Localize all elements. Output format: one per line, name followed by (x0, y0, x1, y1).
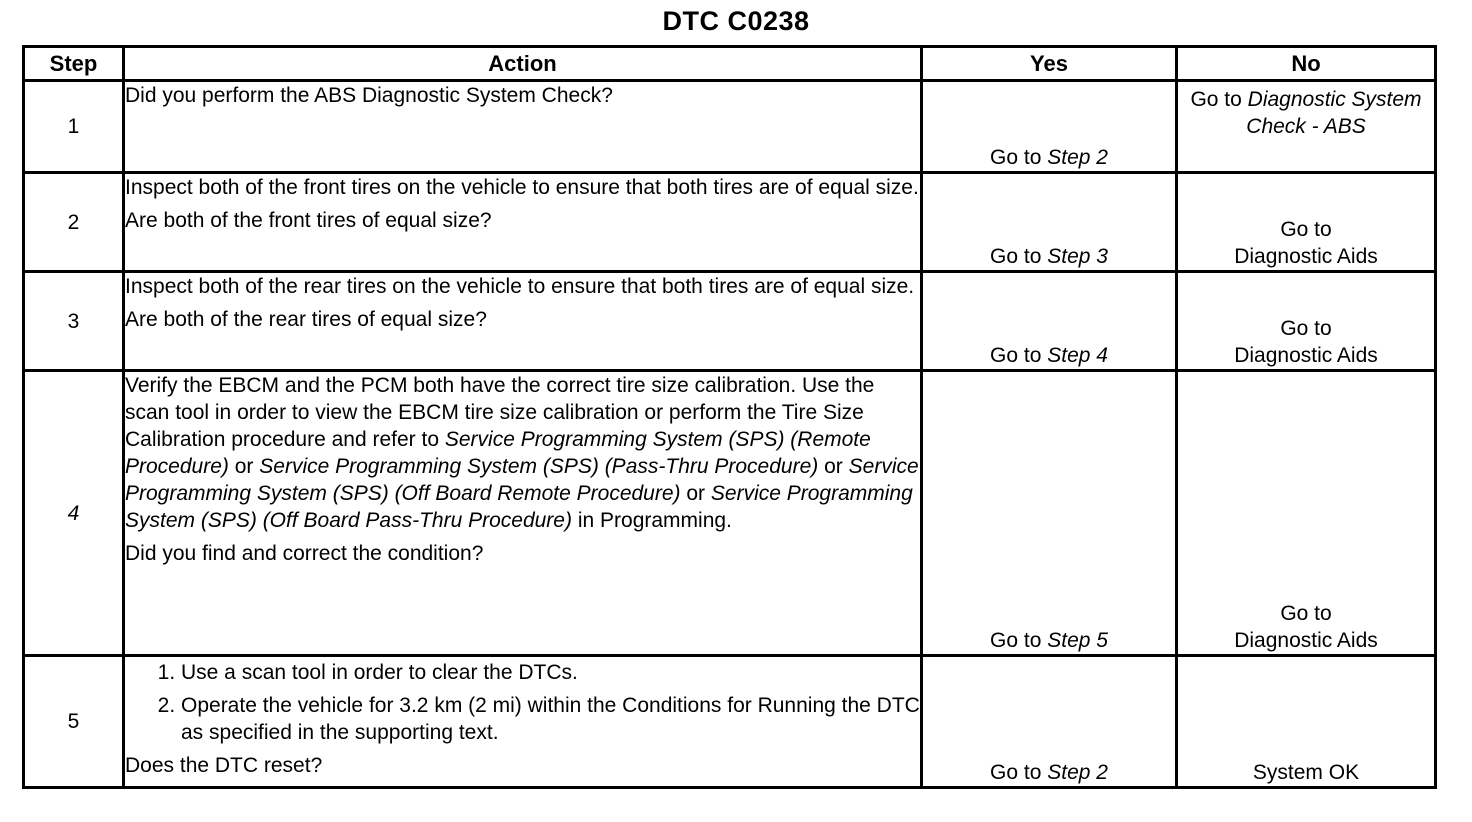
no-cell (1177, 371, 1436, 656)
action-description: Inspect both of the rear tires on the vehicle to ensure that both tires are of equal size. (125, 275, 915, 298)
no-cell (1177, 173, 1436, 272)
no-result-text: System OK (1252, 761, 1360, 784)
reference-link[interactable]: Service Programming System (SPS) (Pass-Thru Procedure) (259, 455, 819, 478)
table-header-row (24, 47, 1436, 81)
step-number: 5 (24, 656, 124, 788)
yes-cell (922, 81, 1177, 173)
column-header-yes: Yes (922, 47, 1177, 81)
action-cell (124, 272, 922, 371)
step-number: 4 (24, 371, 124, 656)
table-row-step-2 (24, 173, 1436, 272)
yes-prefix: Go to (990, 344, 1042, 367)
connector-text: or (686, 482, 706, 505)
column-header-action: Action (124, 47, 922, 81)
step-number: 3 (24, 272, 124, 371)
yes-step-link[interactable]: Step 4 (1047, 344, 1108, 367)
yes-cell (922, 371, 1177, 656)
no-target-link[interactable]: Diagnostic Aids (1234, 245, 1378, 268)
action-cell (124, 371, 922, 656)
reference-link[interactable]: Service Programming System (SPS) (Off Board Remote Procedure) (125, 455, 919, 505)
no-cell (1177, 656, 1436, 788)
action-question: Did you perform the ABS Diagnostic System Check? (125, 84, 613, 107)
dtc-table (22, 45, 1437, 789)
no-target-link[interactable]: Diagnostic System Check - ABS (1246, 88, 1422, 138)
list-item: 2. Operate the vehicle for 3.2 km (2 mi) within the Conditions for Running the DTC as specified in the supporting text. (181, 692, 920, 746)
yes-prefix: Go to (990, 761, 1042, 784)
no-prefix: Go to (1280, 317, 1332, 340)
reference-link[interactable]: Service Programming System (SPS) (Off Board Pass-Thru Procedure) (125, 482, 913, 532)
no-target-link[interactable]: Diagnostic Aids (1234, 629, 1378, 652)
no-prefix: Go to (1280, 218, 1332, 241)
yes-cell (922, 272, 1177, 371)
action-description (125, 372, 920, 534)
table-row-step-3 (24, 272, 1436, 371)
yes-prefix: Go to (990, 146, 1042, 169)
description-intro: Verify the EBCM and the PCM both have the correct tire size calibration. Use the scan tool in order to view the EBCM tire size calibration or perform the Tire Size Calibration procedure and refer to (125, 374, 875, 451)
page-title: DTC C0238 (662, 6, 810, 36)
connector-text: in (577, 509, 595, 532)
action-cell (124, 173, 922, 272)
yes-step-link[interactable]: Step 2 (1047, 146, 1108, 169)
action-question: Does the DTC reset? (125, 754, 323, 777)
table-row-step-1 (24, 81, 1436, 173)
step-number: 2 (24, 173, 124, 272)
no-prefix: Go to (1190, 88, 1242, 111)
action-cell (124, 81, 922, 173)
yes-prefix: Go to (990, 629, 1042, 652)
yes-cell (922, 656, 1177, 788)
connector-text: or (234, 455, 254, 478)
action-description: Inspect both of the front tires on the vehicle to ensure that both tires are of equal size. (125, 176, 919, 199)
table-row-step-5 (24, 656, 1436, 788)
yes-step-link[interactable]: Step 3 (1047, 245, 1108, 268)
procedure-list (125, 659, 920, 746)
yes-step-link[interactable]: Step 5 (1047, 629, 1108, 652)
step-number: 1 (24, 81, 124, 173)
no-cell (1177, 81, 1436, 173)
yes-prefix: Go to (990, 245, 1042, 268)
action-question: Are both of the rear tires of equal size? (125, 308, 487, 331)
list-item: 1. Use a scan tool in order to clear the DTCs. (181, 659, 920, 686)
description-tail: Programming. (600, 509, 732, 532)
table-row-step-4 (24, 371, 1436, 656)
no-cell (1177, 272, 1436, 371)
connector-text: or (824, 455, 843, 478)
action-question: Did you find and correct the condition? (125, 542, 484, 565)
action-question: Are both of the front tires of equal size? (125, 209, 492, 232)
column-header-no: No (1177, 47, 1436, 81)
action-cell (124, 656, 922, 788)
yes-cell (922, 173, 1177, 272)
yes-step-link[interactable]: Step 2 (1047, 761, 1108, 784)
no-prefix: Go to (1280, 602, 1332, 625)
column-header-step: Step (24, 47, 124, 81)
reference-link[interactable]: Service Programming System (SPS) (Remote Procedure) (125, 428, 871, 478)
no-target-link[interactable]: Diagnostic Aids (1234, 344, 1378, 367)
